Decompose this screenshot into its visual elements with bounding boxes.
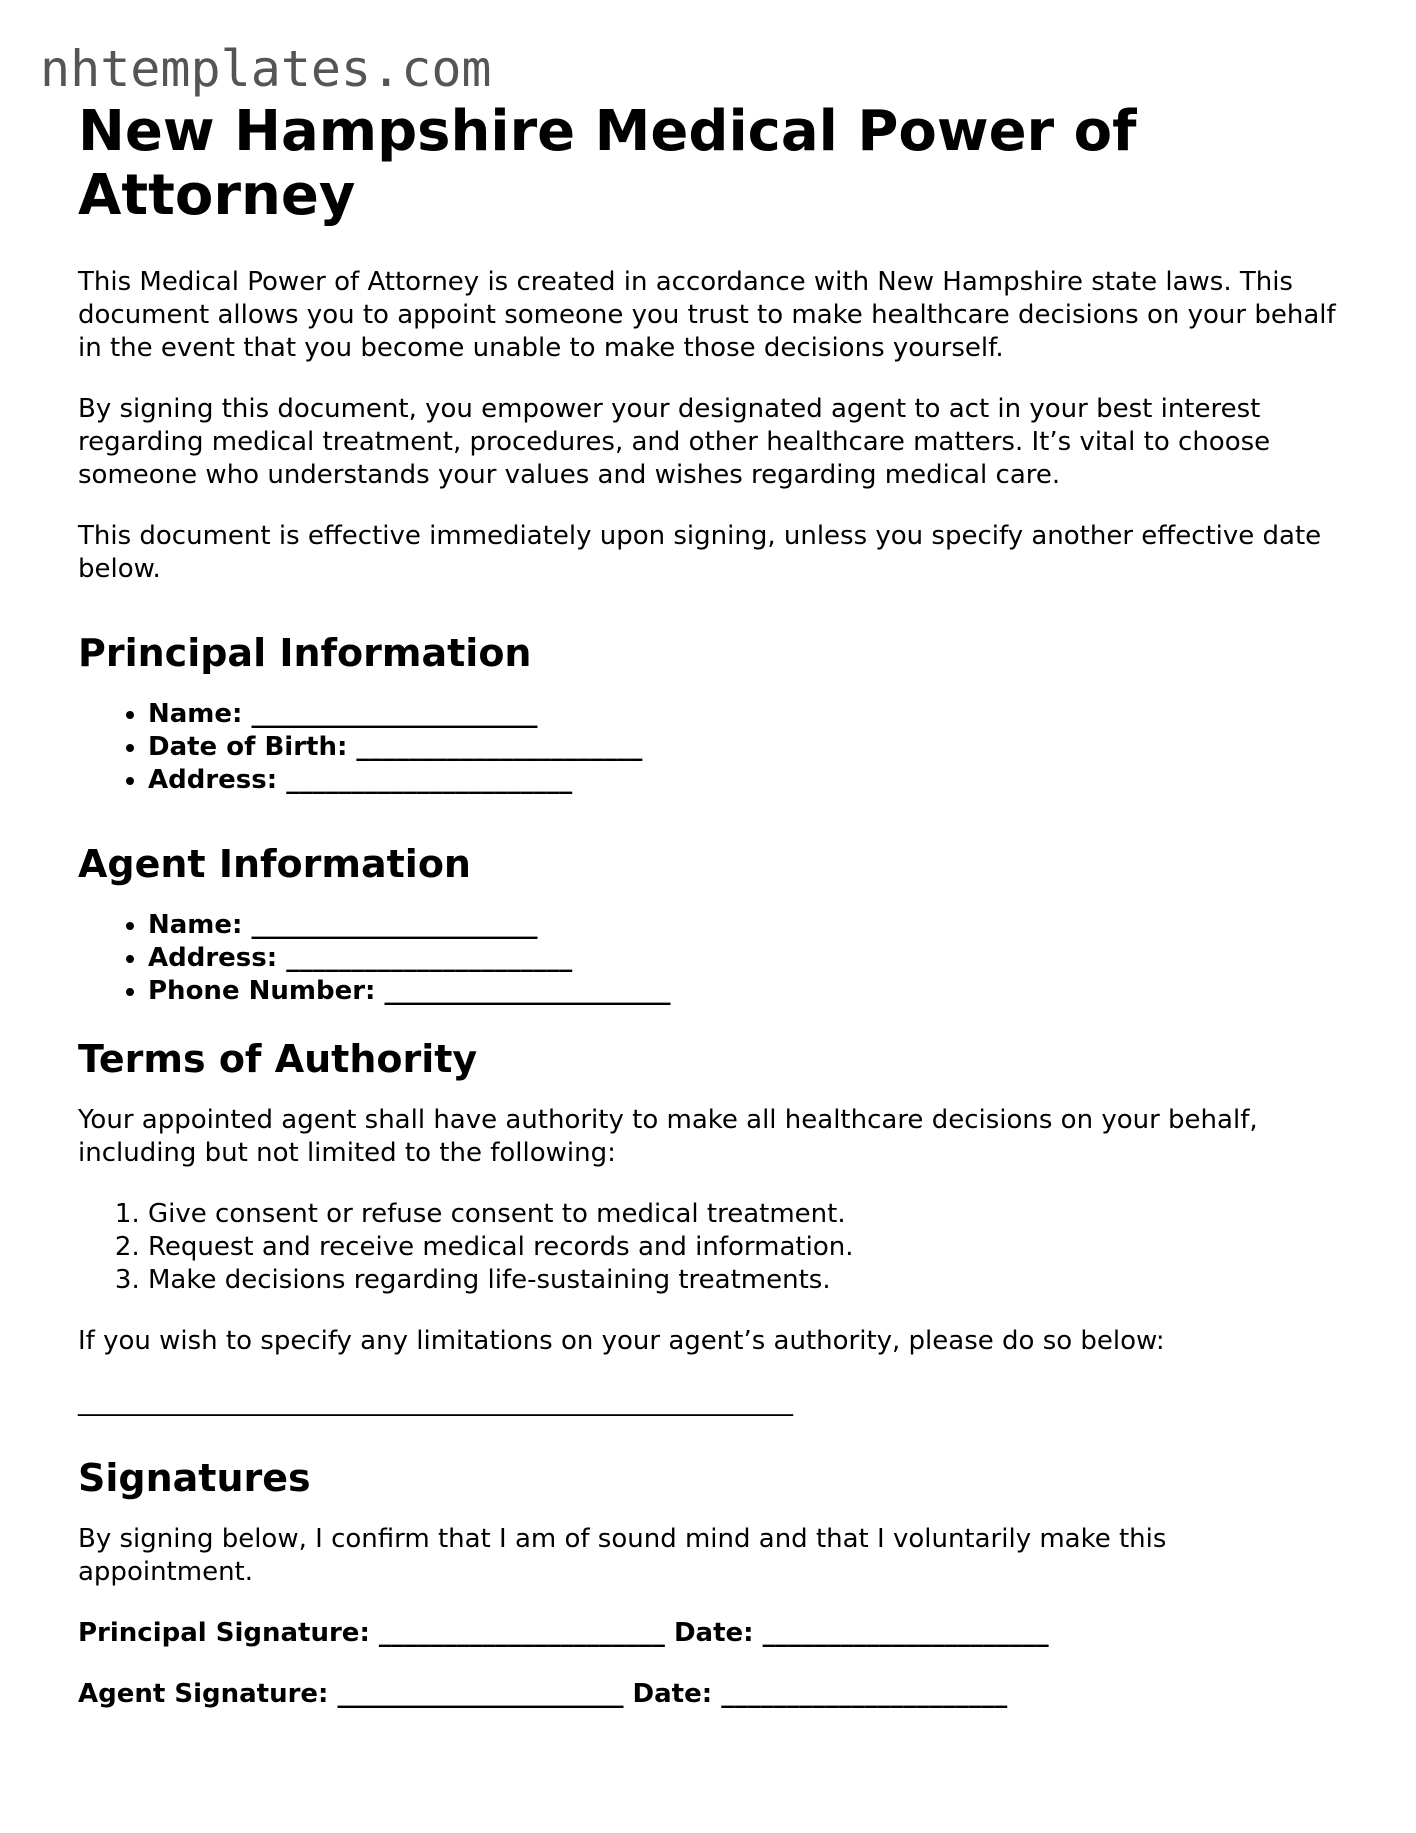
agent-address-field[interactable]: • Address: ______________________ [148, 942, 1348, 975]
agent-signature-line[interactable]: Agent Signature: ______________________ Date: ______________________ [78, 1679, 1008, 1709]
agent-phone-field[interactable]: • Phone Number: ______________________ [148, 975, 1348, 1008]
page-title: New Hampshire Medical Power of Attorney [78, 99, 1137, 228]
terms-list [78, 1198, 1348, 1297]
agent-heading: Agent Information [78, 842, 471, 886]
terms-item: 2. Request and receive medical records and information. [148, 1231, 1348, 1264]
principal-name-field[interactable]: • Name: ______________________ [148, 698, 1348, 731]
signatures-heading: Signatures [78, 1456, 311, 1500]
principal-address-field[interactable]: • Address: ______________________ [148, 764, 1348, 797]
terms-item: 3. Make decisions regarding life-sustaining treatments. [148, 1264, 1348, 1297]
limitations-prompt: If you wish to specify any limitations on your agent’s authority, please do so below: [78, 1326, 1165, 1356]
terms-intro: Your appointed agent shall have authority to make all healthcare decisions on your behalf, including but not limited to the following: [78, 1105, 1258, 1168]
terms-item: 1. Give consent or refuse consent to medical treatment. [148, 1198, 1348, 1231]
watermark: nhtemplates.com [40, 40, 492, 98]
principal-signature-line[interactable]: Principal Signature: ______________________ Date: ______________________ [78, 1618, 1049, 1648]
principal-dob-field[interactable]: • Date of Birth: ______________________ [148, 731, 1348, 764]
principal-heading: Principal Information [78, 631, 532, 675]
intro-paragraph-2: By signing this document, you empower your designated agent to act in your best interest regarding medical treatment, procedures, and other healthcare matters. It’s vital to choose someone who understands your values and wishes regarding medical care. [78, 394, 1271, 490]
intro-paragraph-3: This document is effective immediately upon signing, unless you specify another effective date below. [78, 521, 1322, 584]
terms-heading: Terms of Authority [78, 1037, 478, 1081]
document-page [78, 100, 1348, 1739]
intro-paragraph-1: This Medical Power of Attorney is created in accordance with New Hampshire state laws. This document allows you to appoint someone you trust to make healthcare decisions on your behalf in the event that you become unable to make those decisions yourself. [78, 267, 1336, 363]
agent-name-field[interactable]: • Name: ______________________ [148, 909, 1348, 942]
principal-fields [78, 698, 1348, 797]
agent-fields [78, 909, 1348, 1008]
signatures-statement: By signing below, I confirm that I am of sound mind and that I voluntarily make this appointment. [78, 1524, 1167, 1587]
limitations-field[interactable]: _______________________________________________________ [78, 1387, 793, 1417]
